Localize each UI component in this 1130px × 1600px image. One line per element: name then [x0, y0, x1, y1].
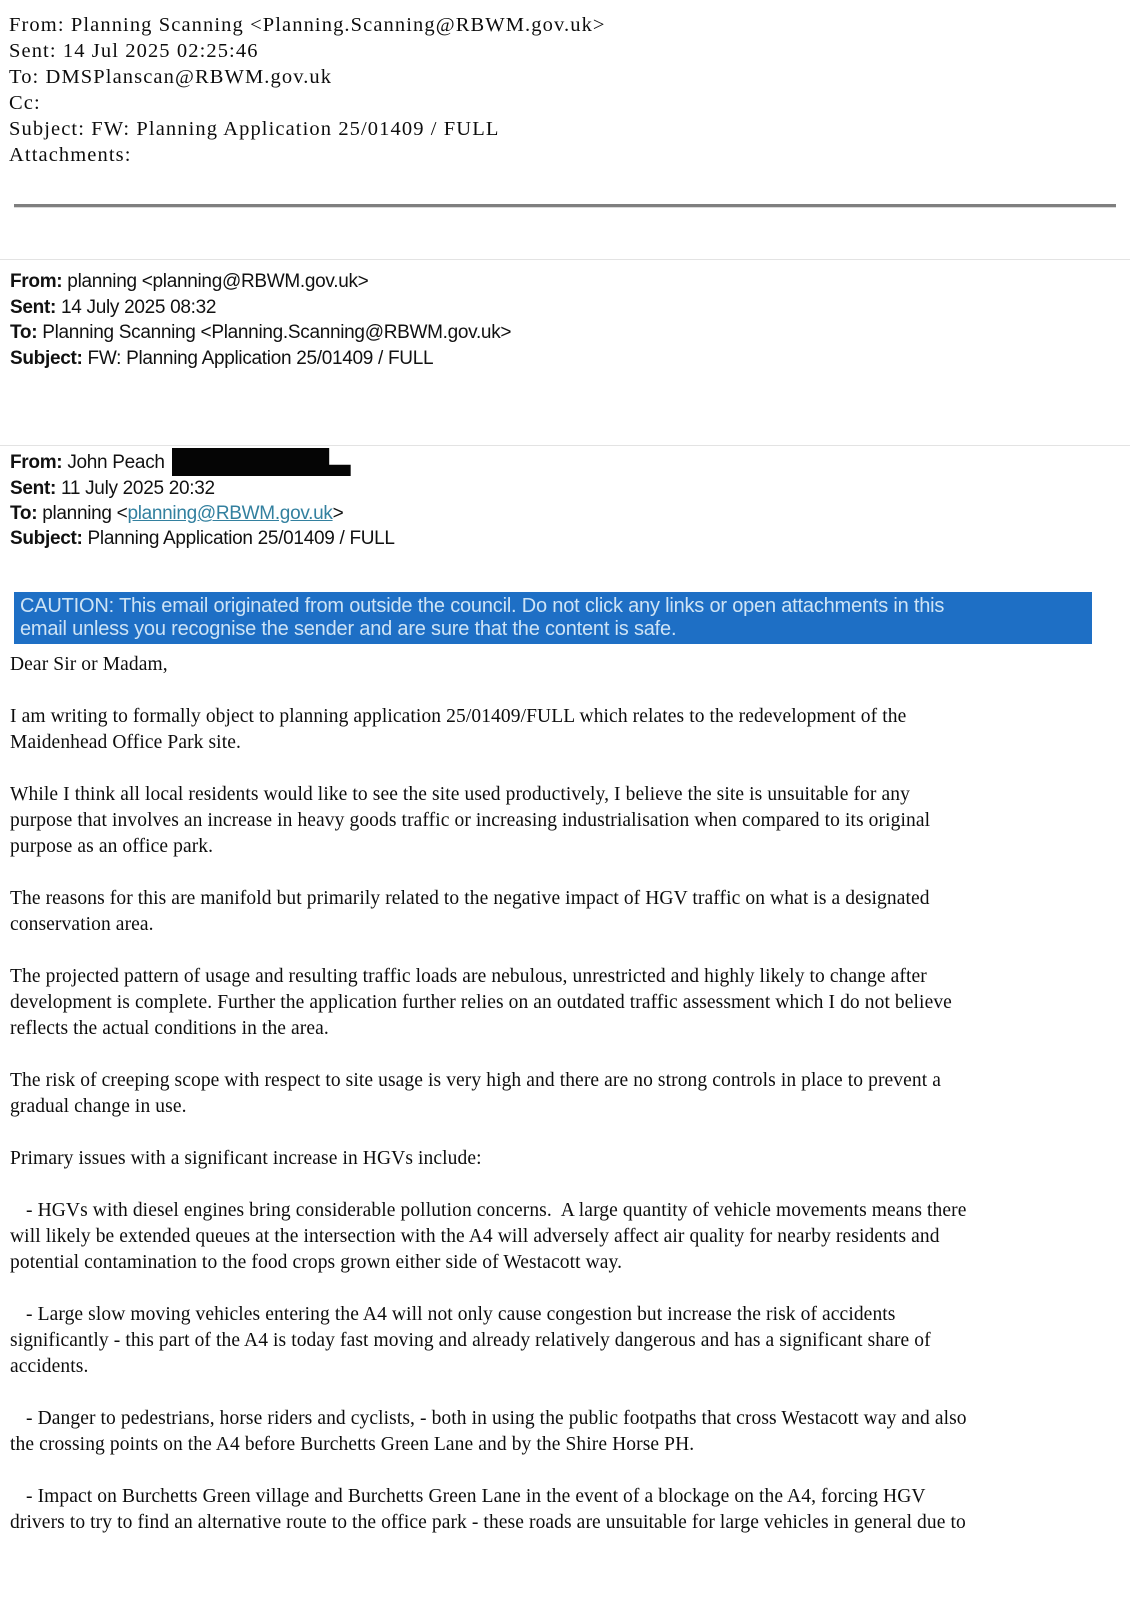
body-line: drivers to try to find an alternative route to the office park - these roads are unsuitable for large vehicles in general due to [10, 1512, 966, 1533]
subject-line [10, 526, 1130, 551]
body-line: significantly - this part of the A4 is today fast moving and already relatively dangerous and has a significant share of [10, 1330, 931, 1351]
to-prefix: planning < [42, 503, 128, 524]
to-suffix: > [332, 503, 344, 524]
field-value: Planning Scanning <Planning.Scanning@RBWM.gov.uk> [37, 322, 512, 343]
header-field [10, 320, 1130, 346]
body-line: Dear Sir or Madam, [10, 654, 168, 675]
planning-email-link[interactable]: planning@RBWM.gov.uk [127, 503, 333, 524]
to-label: To: [10, 503, 38, 524]
body-line: accidents. [10, 1356, 89, 1377]
field-label: Subject: [10, 347, 83, 369]
body-line: conservation area. [10, 914, 154, 935]
body-line: will likely be extended queues at the intersection with the A4 will adversely affect air quality for nearby residents and [10, 1226, 940, 1247]
body-line: I am writing to formally object to planning application 25/01409/FULL which relates to the redevelopment of the [10, 706, 907, 727]
body-line: purpose that involves an increase in heavy goods traffic or increasing industrialisation when compared to its original [10, 810, 931, 831]
body-line: - HGVs with diesel engines bring considerable pollution concerns. A large quantity of vehicle movements means there [26, 1200, 967, 1221]
to-line [10, 501, 1130, 526]
body-paragraph [10, 886, 1130, 938]
body-line: The reasons for this are manifold but primarily related to the negative impact of HGV traffic on what is a designated [10, 888, 930, 909]
header-field [10, 346, 1130, 372]
field-label: Sent: [10, 296, 57, 318]
header-line: Cc: [9, 92, 41, 114]
field-value: 14 July 2025 08:32 [56, 296, 217, 318]
caution-banner [14, 592, 1092, 644]
body-paragraph [10, 704, 1130, 756]
body-paragraph [10, 1068, 1130, 1120]
body-line: Maidenhead Office Park site. [10, 732, 241, 753]
original-email-header [10, 448, 1130, 551]
header-line: Subject: FW: Planning Application 25/01409 / FULL [9, 118, 500, 140]
body-line: the crossing points on the A4 before Burchetts Green Lane and by the Shire Horse PH. [10, 1434, 695, 1455]
body-line: The projected pattern of usage and resulting traffic loads are nebulous, unrestricted and highly likely to change after [10, 966, 927, 987]
sender-name: John Peach [67, 452, 165, 473]
forwarded-email-header [10, 269, 1130, 371]
outer-email-header [9, 12, 1130, 168]
body-line: reflects the actual conditions in the area. [10, 1018, 329, 1039]
field-label: From: [10, 271, 63, 292]
subject-label: Subject: [10, 528, 83, 549]
body-line: - Impact on Burchetts Green village and Burchetts Green Lane in the event of a blockage on the A4, forcing HGV [26, 1486, 926, 1507]
caution-text-line: email unless you recognise the sender and are sure that the content is safe. [20, 618, 677, 640]
field-value: planning <planning@RBWM.gov.uk> [62, 271, 369, 292]
from-line [10, 448, 1130, 476]
email-body [10, 652, 1130, 1536]
from-label: From: [10, 452, 63, 473]
sent-label: Sent: [10, 478, 57, 499]
body-line: - Large slow moving vehicles entering the A4 will not only cause congestion but increase the risk of accidents [26, 1304, 896, 1325]
body-paragraph [10, 652, 1130, 678]
body-paragraph [10, 1198, 1130, 1276]
body-line: Primary issues with a significant increase in HGVs include: [10, 1148, 482, 1169]
body-line: gradual change in use. [10, 1096, 187, 1117]
header-line: From: Planning Scanning <Planning.Scanning@RBWM.gov.uk> [9, 14, 606, 36]
sent-value: 11 July 2025 20:32 [61, 478, 215, 499]
header-field [10, 269, 1130, 295]
body-line: While I think all local residents would like to see the site used productively, I believe the site is unsuitable for any [10, 784, 910, 805]
body-paragraph [10, 1302, 1130, 1380]
body-paragraph [10, 1484, 1130, 1536]
header-line: Sent: 14 Jul 2025 02:25:46 [9, 40, 259, 62]
body-line: - Danger to pedestrians, horse riders and cyclists, - both in using the public footpaths that cross Westacott way and also [26, 1408, 967, 1429]
body-line: potential contamination to the food crops grown either side of Westacott way. [10, 1252, 623, 1273]
header-line: To: DMSPlanscan@RBWM.gov.uk [9, 66, 333, 88]
caution-text-line: CAUTION: This email originated from outside the council. Do not click any links or open attachments in this [20, 595, 945, 617]
field-value: FW: Planning Application 25/01409 / FULL [82, 347, 434, 369]
body-line: The risk of creeping scope with respect to site usage is very high and there are no strong controls in place to prevent a [10, 1070, 942, 1091]
thread-separator-2 [0, 445, 1130, 446]
header-field [10, 295, 1130, 321]
redaction-box [172, 448, 351, 476]
body-paragraph [10, 782, 1130, 860]
body-paragraph [10, 1146, 1130, 1172]
body-paragraph [10, 1406, 1130, 1458]
sent-line [10, 476, 1130, 501]
body-paragraph [10, 964, 1130, 1042]
section-divider [14, 204, 1116, 207]
subject-value: Planning Application 25/01409 / FULL [87, 528, 395, 549]
header-line: Attachments: [9, 144, 132, 166]
field-label: To: [10, 322, 38, 343]
body-line: development is complete. Further the application further relies on an outdated traffic assessment which I do not believe [10, 992, 952, 1013]
thread-separator-1 [0, 259, 1130, 260]
body-line: purpose as an office park. [10, 836, 214, 857]
